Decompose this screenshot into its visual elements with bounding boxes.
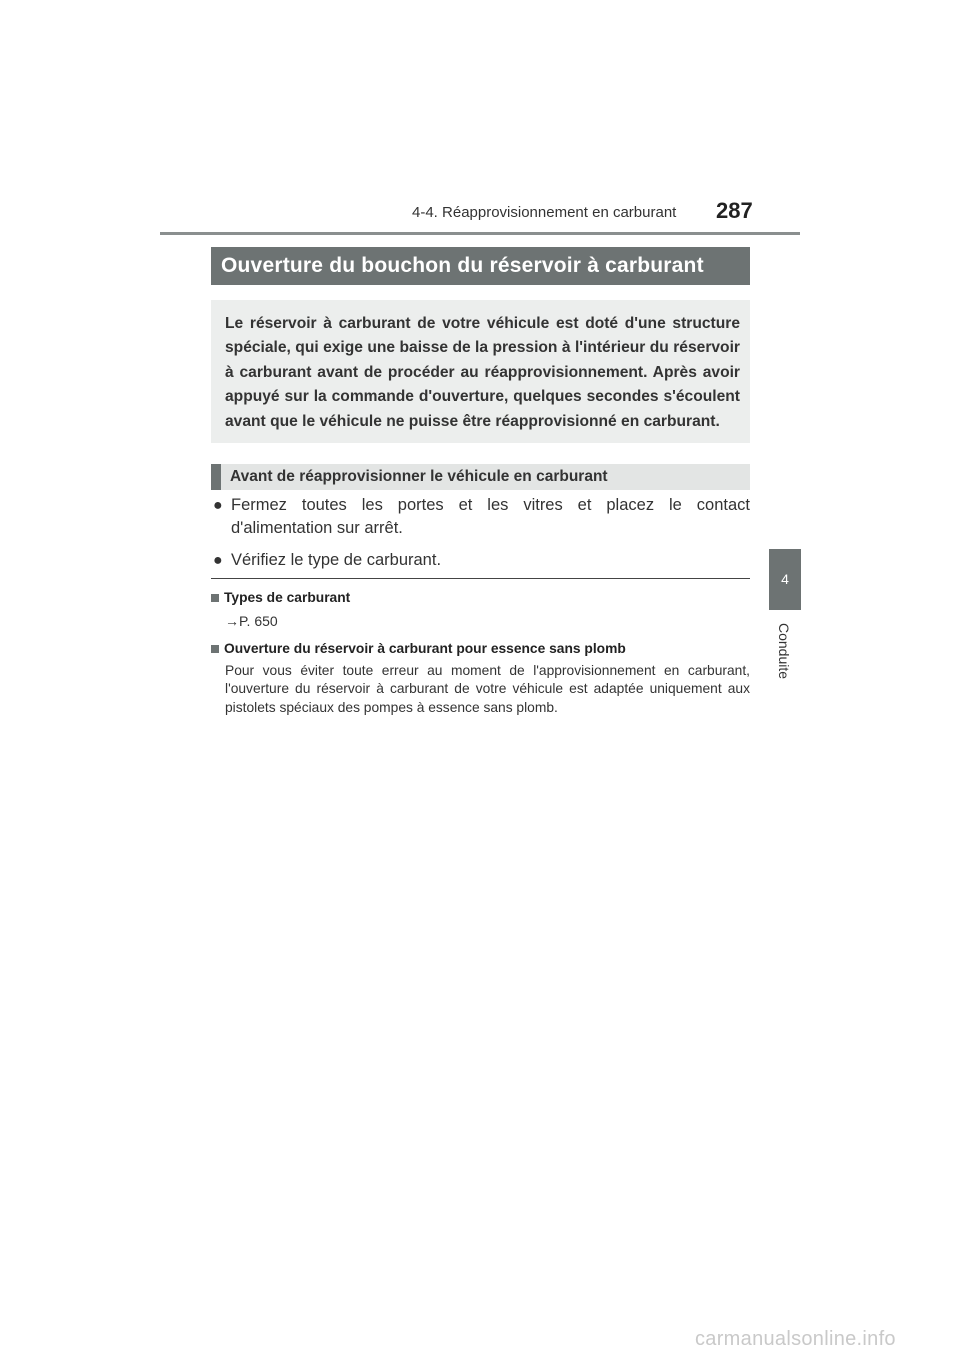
section-divider bbox=[211, 578, 750, 579]
note-body-unleaded: Pour vous éviter toute erreur au moment de l'approvisionnement en carburant, l'ouverture du réservoir à carburant de votre véhicule est adaptée uniquement aux pistolets spéciaux des pompes à essence sans plomb. bbox=[225, 663, 750, 715]
page-reference[interactable] bbox=[211, 611, 750, 632]
bullet-dot-icon: ● bbox=[213, 552, 223, 569]
bullet-dot-icon: ● bbox=[213, 497, 223, 514]
intro-box bbox=[211, 300, 750, 443]
note-heading-text: Types de carburant bbox=[224, 590, 351, 605]
square-bullet-icon bbox=[211, 645, 219, 653]
page-reference-text: P. 650 bbox=[239, 613, 278, 629]
header-divider bbox=[160, 232, 800, 235]
page-number: 287 bbox=[716, 198, 753, 223]
note-heading-fuel-types bbox=[211, 588, 750, 607]
square-bullet-icon bbox=[211, 594, 219, 602]
header-section-title: 4-4. Réapprovisionnement en carburant bbox=[412, 204, 677, 221]
subheading: Avant de réapprovisionner le véhicule en carburant bbox=[211, 464, 750, 490]
notes-section bbox=[211, 588, 750, 717]
chapter-label-text: Conduite bbox=[776, 622, 793, 680]
bullet-list bbox=[211, 494, 750, 581]
note-heading-text: Ouverture du réservoir à carburant pour essence sans plomb bbox=[224, 641, 626, 656]
bullet-item bbox=[211, 549, 750, 572]
bullet-text: Vérifiez le type de carburant. bbox=[231, 551, 442, 569]
intro-text: Le réservoir à carburant de votre véhicule est doté d'une structure spéciale, qui exige une baisse de la pression à l'intérieur du réservoir à carburant avant de procéder au réapprovisionnement. Après avoir appuyé sur la commande d'ouverture, quelques secondes s'écoulent avant que le véhicule ne puisse être réapprovisionné en carburant. bbox=[225, 315, 740, 430]
watermark: carmanualsonline.info bbox=[695, 1328, 896, 1350]
page-title-banner: Ouverture du bouchon du réservoir à carburant bbox=[211, 247, 750, 285]
bullet-item bbox=[211, 494, 750, 540]
bullet-text: Fermez toutes les portes et les vitres et placez le contact d'alimentation sur arrêt. bbox=[231, 496, 750, 537]
chapter-label bbox=[766, 618, 802, 684]
chapter-tab: 4 bbox=[769, 549, 801, 610]
note-heading-unleaded bbox=[211, 639, 750, 658]
arrow-right-icon: → bbox=[225, 613, 239, 629]
